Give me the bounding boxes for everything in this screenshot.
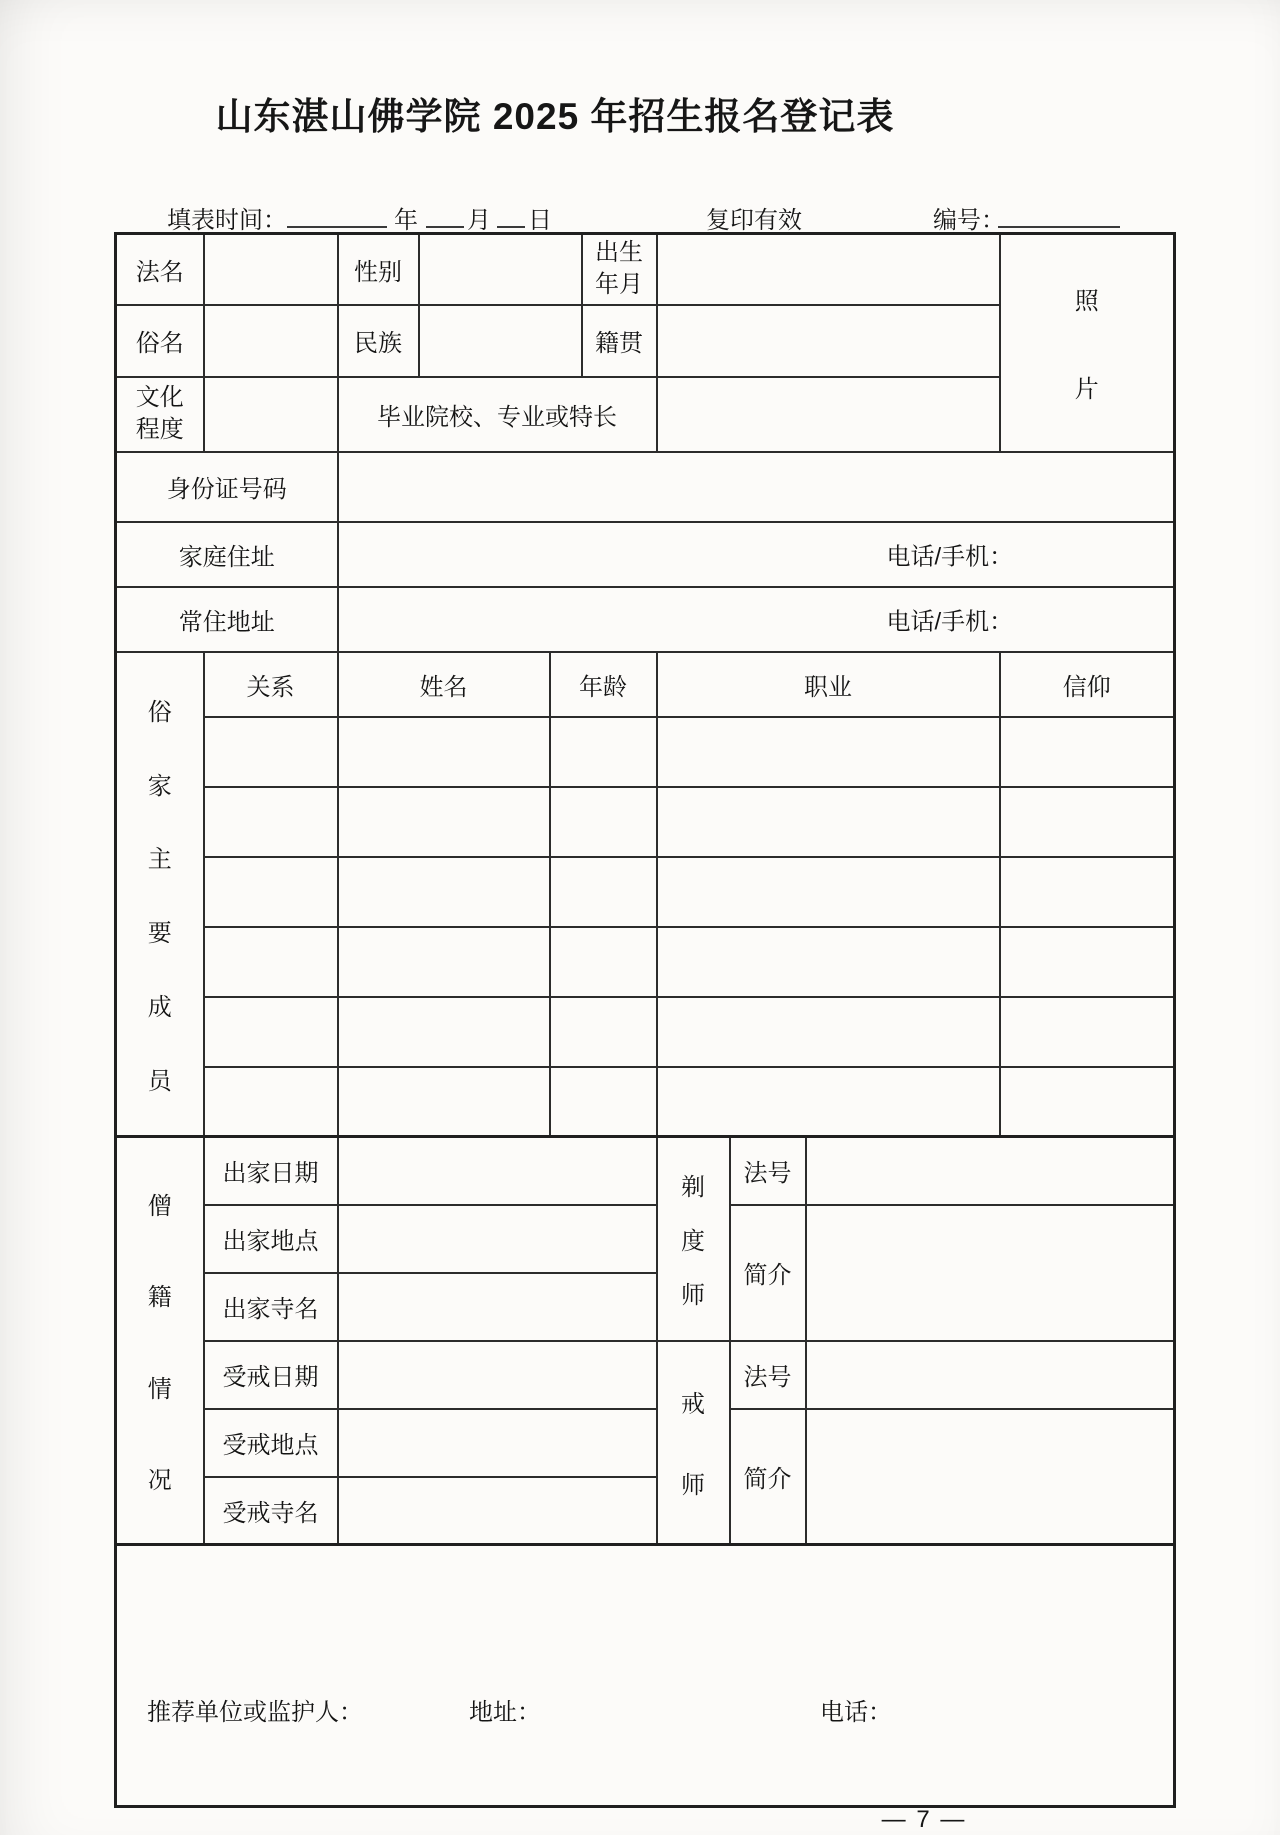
row-resident-address — [116, 587, 1175, 652]
family-occupation-cell — [657, 717, 1000, 787]
recommender-phone-label: 电话： — [820, 1699, 892, 1726]
family-faith-cell — [1000, 717, 1175, 787]
id-number-value-cell — [338, 452, 1175, 522]
family-relation-cell — [204, 997, 338, 1067]
year-blank — [426, 198, 464, 228]
precept-place-label: 受戒地点 — [204, 1409, 338, 1477]
native-place-value-cell — [657, 305, 1000, 377]
family-age-cell — [550, 717, 657, 787]
family-name-cell — [338, 927, 550, 997]
precept-intro-label: 简介 — [730, 1409, 806, 1545]
day-label: 日 — [528, 207, 552, 234]
family-age-cell — [550, 927, 657, 997]
family-age-cell — [550, 1067, 657, 1137]
family-faith-cell — [1000, 857, 1175, 927]
row-dharma-name — [116, 234, 1175, 305]
precept-dharma-no-label: 法号 — [730, 1341, 806, 1409]
home-address-label: 家庭住址 — [116, 522, 338, 587]
family-header-faith: 信仰 — [1000, 652, 1175, 717]
family-row-3 — [116, 857, 1175, 927]
ethnicity-value-cell — [419, 305, 582, 377]
precept-place-value-cell — [338, 1409, 657, 1477]
home-address-value-cell — [338, 522, 1175, 587]
registration-table — [114, 232, 1176, 1808]
recommender-label: 推荐单位或监护人： — [147, 1699, 363, 1726]
family-name-cell — [338, 1067, 550, 1137]
row-precept-date — [116, 1341, 1175, 1409]
ordain-temple-value-cell — [338, 1273, 657, 1341]
precept-date-label: 受戒日期 — [204, 1341, 338, 1409]
resident-phone-label: 电话/手机： — [886, 608, 1014, 636]
family-header-occupation: 职业 — [657, 652, 1000, 717]
family-age-cell — [550, 857, 657, 927]
form-title: 山东湛山佛学院 2025 年招生报名登记表 — [215, 96, 895, 137]
education-value-cell — [204, 377, 338, 452]
family-age-cell — [550, 997, 657, 1067]
dharma-name-value-cell — [204, 234, 338, 305]
tonsure-master-label: 剃 度 师 — [657, 1137, 730, 1341]
education-label: 文化程度 — [116, 377, 204, 452]
family-row-2 — [116, 787, 1175, 857]
id-number-label: 身份证号码 — [116, 452, 338, 522]
birth-label: 出生年月 — [582, 234, 657, 305]
family-name-cell — [338, 717, 550, 787]
dharma-name-label: 法名 — [116, 234, 204, 305]
ordain-temple-label: 出家寺名 — [204, 1273, 338, 1341]
copy-valid-note: 复印有效 — [706, 207, 802, 234]
ethnicity-label: 民族 — [338, 305, 419, 377]
ordain-place-value-cell — [338, 1205, 657, 1273]
gender-label: 性别 — [338, 234, 419, 305]
family-name-cell — [338, 857, 550, 927]
secular-name-value-cell — [204, 305, 338, 377]
family-row-5 — [116, 997, 1175, 1067]
month-label: 月 — [467, 207, 491, 234]
fill-time-label: 填表时间： — [167, 207, 287, 234]
birth-value-cell — [657, 234, 1000, 305]
family-age-cell — [550, 787, 657, 857]
ordain-place-label: 出家地点 — [204, 1205, 338, 1273]
row-ordain-date — [116, 1137, 1175, 1205]
year-label: 年 — [394, 207, 418, 234]
family-relation-cell — [204, 787, 338, 857]
tonsure-intro-value-cell — [806, 1205, 1175, 1341]
family-name-cell — [338, 787, 550, 857]
family-occupation-cell — [657, 927, 1000, 997]
ordain-date-value-cell — [338, 1137, 657, 1205]
row-ordain-place — [116, 1205, 1175, 1273]
family-header-name: 姓名 — [338, 652, 550, 717]
resident-address-label: 常住地址 — [116, 587, 338, 652]
family-faith-cell — [1000, 997, 1175, 1067]
gender-value-cell — [419, 234, 582, 305]
family-header-age: 年龄 — [550, 652, 657, 717]
precept-dharma-no-value-cell — [806, 1341, 1175, 1409]
precept-temple-label: 受戒寺名 — [204, 1477, 338, 1545]
precept-date-value-cell — [338, 1341, 657, 1409]
tonsure-dharma-no-value-cell — [806, 1137, 1175, 1205]
photo-cell — [1000, 234, 1175, 452]
family-relation-cell — [204, 717, 338, 787]
serial-label: 编号： — [933, 207, 1005, 234]
page-number: — 7 — — [881, 1806, 967, 1833]
recommender-address-label: 地址： — [469, 1699, 541, 1726]
graduation-value-cell — [657, 377, 1000, 452]
precept-temple-value-cell — [338, 1477, 657, 1545]
family-occupation-cell — [657, 997, 1000, 1067]
family-faith-cell — [1000, 1067, 1175, 1137]
family-faith-cell — [1000, 927, 1175, 997]
row-id-number — [116, 452, 1175, 522]
family-row-6 — [116, 1067, 1175, 1137]
family-occupation-cell — [657, 787, 1000, 857]
family-row-4 — [116, 927, 1175, 997]
secular-name-label: 俗名 — [116, 305, 204, 377]
precept-master-label: 戒 师 — [657, 1341, 730, 1545]
family-occupation-cell — [657, 857, 1000, 927]
family-relation-cell — [204, 1067, 338, 1137]
row-precept-place — [116, 1409, 1175, 1477]
precept-intro-value-cell — [806, 1409, 1175, 1545]
photo-label: 照 片 — [1074, 288, 1099, 404]
family-name-cell — [338, 997, 550, 1067]
row-home-address — [116, 522, 1175, 587]
family-faith-cell — [1000, 787, 1175, 857]
family-relation-cell — [204, 857, 338, 927]
monastic-side-label: 僧 籍 情 况 — [116, 1137, 204, 1545]
row-family-header — [116, 652, 1175, 717]
home-phone-label: 电话/手机： — [886, 543, 1014, 571]
serial-blank — [998, 198, 1120, 228]
family-occupation-cell — [657, 1067, 1000, 1137]
recommender-cell — [116, 1545, 1175, 1807]
tonsure-dharma-no-label: 法号 — [730, 1137, 806, 1205]
ordain-date-label: 出家日期 — [204, 1137, 338, 1205]
resident-address-value-cell — [338, 587, 1175, 652]
family-row-1 — [116, 717, 1175, 787]
native-place-label: 籍贯 — [582, 305, 657, 377]
tonsure-intro-label: 简介 — [730, 1205, 806, 1341]
family-header-relation: 关系 — [204, 652, 338, 717]
meta-row — [0, 198, 1280, 234]
month-blank — [497, 198, 525, 228]
fill-time-blank — [287, 198, 387, 228]
row-recommender — [116, 1545, 1175, 1807]
family-relation-cell — [204, 927, 338, 997]
graduation-label: 毕业院校、专业或特长 — [338, 377, 657, 452]
family-side-label: 俗 家 主 要 成 员 — [116, 652, 204, 1137]
